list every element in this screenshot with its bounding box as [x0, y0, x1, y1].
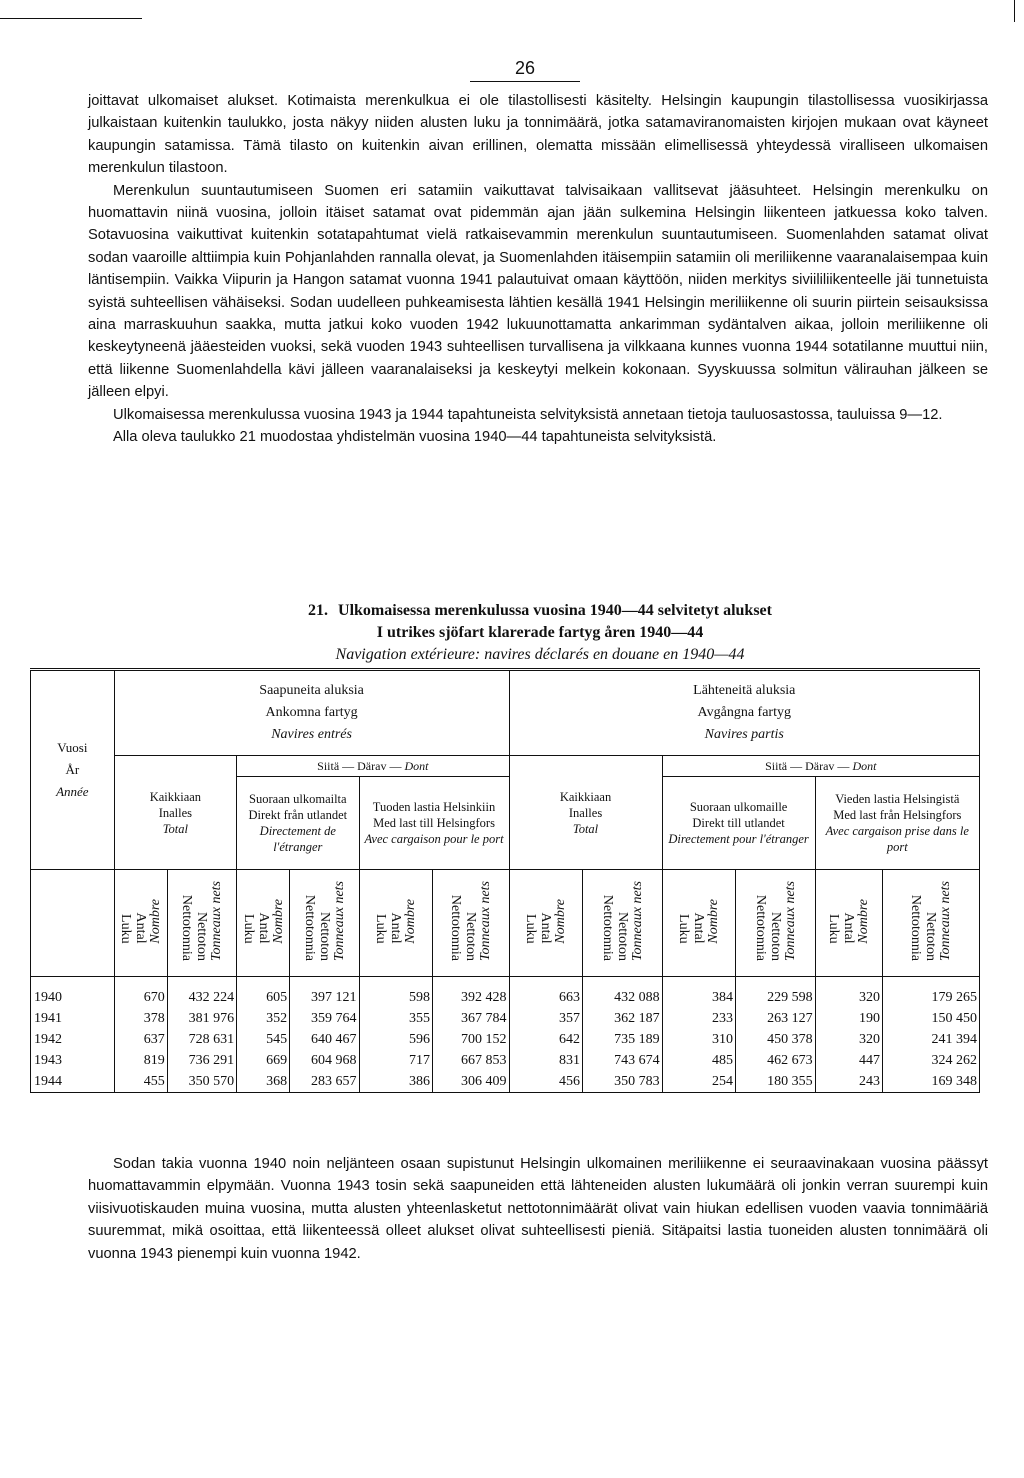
count-cell: 717 — [359, 1050, 432, 1071]
caption-swedish: I utrikes sjöfart klarerade fartyg åren 1940—44 — [376, 624, 704, 641]
dep-total-header: Kaikkiaan Inalles Total — [509, 756, 662, 870]
tons-column-header: Nettotonnia Nettoton Tonneaux nets — [432, 870, 509, 977]
count-cell: 368 — [237, 1071, 290, 1093]
table-row — [31, 1071, 980, 1093]
dep-of-which-header: Siitä — Därav — Dont — [662, 756, 979, 777]
count-cell: 669 — [237, 1050, 290, 1071]
page-edge-line — [1014, 0, 1015, 22]
paragraph: Alla oleva taulukko 21 muodostaa yhdistelmän vuosina 1940—44 tapahtuneista selvityksistä. — [112, 429, 717, 446]
paragraph: Sodan takia vuonna 1940 noin neljänteen osaan supistunut Helsingin ulkomainen meriliikenne ei seuraavinakaan vuosina päässyt huomattavammin elpymään. Vuonna 1943 tosin sekä saapuneiden että lähteneiden alusten lukumäärä oli jonkin verran suurempi kuin viisivuotiskauden muina vuosina, mutta alusten yhteenlasketut nettotonnimäärät olivat vain hiukan edellisen vuoden vaavia tonnimääriä suuremmat, mikä osoittaa, että liikenteessä olleet alukset olivat suhteellisesti pieniä. Sitäpaitsi lastia tuoneiden alusten tonnimäärä oli vuonna 1943 pienempi kuin vuonna 1942. — [88, 1156, 988, 1262]
paragraph: joittavat ulkomaiset alukset. Kotimaista merenkulkua ei ole tilastollisesti käsitelty. Helsingin kaupungin tilastollisessa vuosikirjassa julkaistaan kuitenkin taulukko, josta näkyy niiden alusten luku ja tonnimäärä, jotka satamaviranomaisten kirjojen mukaan ovat käyneet kaupungin satamissa. Tämä tilasto on kuitenkin aivan erillinen, olematta missään elimellisessä yhteydessä viralliseen ulkomaisen merenkulun tilastoon. — [88, 93, 988, 177]
tons-cell: 392 428 — [432, 977, 509, 1009]
year-label-cell — [31, 870, 115, 977]
arr-cargo-header: Tuoden lastia Helsinkiin Med last till Helsingfors Avec cargaison pour le port — [359, 777, 509, 870]
body-text-bottom — [88, 1153, 988, 1265]
tons-cell: 397 121 — [290, 977, 359, 1009]
table-row — [31, 1029, 980, 1050]
table-caption — [150, 600, 930, 666]
count-cell: 243 — [815, 1071, 882, 1093]
count-cell: 485 — [662, 1050, 735, 1071]
dep-direct-header: Suoraan ulkomaille Direkt till utlandet Directement pour l'étranger — [662, 777, 815, 870]
tons-cell: 743 674 — [582, 1050, 662, 1071]
count-cell: 663 — [509, 977, 582, 1009]
count-cell: 352 — [237, 1008, 290, 1029]
arrived-header: Saapuneita aluksia Ankomna fartyg Navires entrés — [114, 670, 509, 756]
tons-cell: 462 673 — [736, 1050, 816, 1071]
year-cell: 1942 — [31, 1029, 115, 1050]
tons-cell: 735 189 — [582, 1029, 662, 1050]
count-column-header: Luku Antal Nombre — [662, 870, 735, 977]
paragraph: Ulkomaisessa merenkulussa vuosina 1943 ja 1944 tapahtuneista selvityksistä annetaan tietoja tauluosastossa, tauluissa 9—12. — [112, 406, 943, 423]
tons-cell: 180 355 — [736, 1071, 816, 1093]
year-cell: 1941 — [31, 1008, 115, 1029]
caption-finnish: Ulkomaisessa merenkulussa vuosina 1940—44 selvitetyt alukset — [338, 602, 772, 619]
count-column-header: Luku Antal Nombre — [237, 870, 290, 977]
caption-french: Navigation extérieure: navires déclarés en douane en 1940—44 — [335, 646, 745, 663]
count-cell: 320 — [815, 1029, 882, 1050]
tons-cell: 432 088 — [582, 977, 662, 1009]
arr-total-header: Kaikkiaan Inalles Total — [114, 756, 236, 870]
tons-column-header: Nettotonnia Nettoton Tonneaux nets — [290, 870, 359, 977]
year-cell: 1940 — [31, 977, 115, 1009]
shipping-table — [30, 668, 980, 1093]
count-cell: 310 — [662, 1029, 735, 1050]
count-cell: 378 — [114, 1008, 167, 1029]
arr-of-which-header: Siitä — Därav — Dont — [237, 756, 509, 777]
tons-column-header: Nettotonnia Nettoton Tonneaux nets — [582, 870, 662, 977]
tons-cell: 241 394 — [882, 1029, 979, 1050]
table-number: 21. — [308, 602, 329, 619]
count-cell: 819 — [114, 1050, 167, 1071]
tons-cell: 700 152 — [432, 1029, 509, 1050]
count-column-header: Luku Antal Nombre — [114, 870, 167, 977]
count-cell: 355 — [359, 1008, 432, 1029]
arr-direct-header: Suoraan ulkomailta Direkt från utlandet Directement de l'étranger — [237, 777, 359, 870]
table-row — [31, 1008, 980, 1029]
count-cell: 190 — [815, 1008, 882, 1029]
tons-cell: 450 378 — [736, 1029, 816, 1050]
tons-cell: 150 450 — [882, 1008, 979, 1029]
count-cell: 384 — [662, 977, 735, 1009]
tons-cell: 381 976 — [167, 1008, 236, 1029]
count-cell: 455 — [114, 1071, 167, 1093]
count-cell: 545 — [237, 1029, 290, 1050]
page-number: 26 — [470, 58, 580, 82]
tons-cell: 604 968 — [290, 1050, 359, 1071]
tons-cell: 728 631 — [167, 1029, 236, 1050]
count-cell: 386 — [359, 1071, 432, 1093]
tons-cell: 179 265 — [882, 977, 979, 1009]
tons-column-header: Nettotonnia Nettoton Tonneaux nets — [736, 870, 816, 977]
count-cell: 596 — [359, 1029, 432, 1050]
count-cell: 320 — [815, 977, 882, 1009]
count-column-header: Luku Antal Nombre — [509, 870, 582, 977]
year-cell: 1943 — [31, 1050, 115, 1071]
count-cell: 254 — [662, 1071, 735, 1093]
tons-cell: 350 570 — [167, 1071, 236, 1093]
count-cell: 670 — [114, 977, 167, 1009]
year-header: Vuosi År Année — [31, 670, 115, 870]
tons-cell: 306 409 — [432, 1071, 509, 1093]
count-cell: 598 — [359, 977, 432, 1009]
count-cell: 605 — [237, 977, 290, 1009]
count-cell: 456 — [509, 1071, 582, 1093]
tons-cell: 263 127 — [736, 1008, 816, 1029]
tons-cell: 736 291 — [167, 1050, 236, 1071]
tons-column-header: Nettotonnia Nettoton Tonneaux nets — [882, 870, 979, 977]
year-cell: 1944 — [31, 1071, 115, 1093]
count-cell: 637 — [114, 1029, 167, 1050]
paragraph: Merenkulun suuntautumiseen Suomen eri satamiin vaikuttavat talvisaikaan vallitsevat jääsuhteet. Helsingin merenkulku on huomattavin niinä vuosina, jolloin itäiset satamat ovat pidemmän ajan jään sulkemina Helsingin liikenteen jatkuessa koko talven. Sotavuosina vaikuttivat kuitenkin sotatapahtumat vielä ratkaisevammin merenkulun suuntautumiseen. Suomenlahden satamat olivat sodan vaaroille alttiimpia kuin Pohjanlahden rannalla olevat, ja Suomenlahden itäisempiin satamiin oli meriliikenne vaaranalaisempaa kuin läntisempiin. Vaikka Viipurin ja Hangon satamat vuonna 1941 palautuivat omaan käyttöön, niiden merkitys siviililiikenteelle jäi tunnetuista syistä suhteellisen vähäiseksi. Sodan uudelleen puhkeamisesta lähtien kesällä 1941 Helsingin meriliikenne oli suurin piirtein seisauksissa aina marraskuuhun saakka, mutta jatkui koko vuoden 1942 lukuunottamatta ankarimman sydäntalven aikaa, jolloin meriliikenne oli keskeytyneenä jääesteiden vuoksi, sekä vuoden 1943 suhteellisen turvallisena ja vilkkaana kunnes vuonna 1944 sotatilanne muuttui niin, että liikenne Suomenlahdella kävi jälleen vaaranalaiseksi ja keskeytyi melkein kokonaan. Syyskuussa solmitun välirauhan jälkeen se jälleen elpyi. — [88, 182, 988, 401]
page-edge-line — [0, 18, 142, 19]
count-column-header: Luku Antal Nombre — [359, 870, 432, 977]
tons-cell: 667 853 — [432, 1050, 509, 1071]
tons-cell: 432 224 — [167, 977, 236, 1009]
tons-cell: 350 783 — [582, 1071, 662, 1093]
table-row — [31, 1050, 980, 1071]
count-cell: 831 — [509, 1050, 582, 1071]
tons-cell: 367 784 — [432, 1008, 509, 1029]
tons-cell: 324 262 — [882, 1050, 979, 1071]
tons-cell: 283 657 — [290, 1071, 359, 1093]
tons-cell: 359 764 — [290, 1008, 359, 1029]
count-column-header: Luku Antal Nombre — [815, 870, 882, 977]
count-cell: 447 — [815, 1050, 882, 1071]
count-cell: 233 — [662, 1008, 735, 1029]
tons-cell: 229 598 — [736, 977, 816, 1009]
body-text-top — [88, 90, 988, 449]
count-cell: 357 — [509, 1008, 582, 1029]
tons-cell: 362 187 — [582, 1008, 662, 1029]
dep-cargo-header: Vieden lastia Helsingistä Med last från Helsingfors Avec cargaison prise dans le port — [815, 777, 979, 870]
tons-cell: 640 467 — [290, 1029, 359, 1050]
tons-cell: 169 348 — [882, 1071, 979, 1093]
tons-column-header: Nettotonnia Nettoton Tonneaux nets — [167, 870, 236, 977]
count-cell: 642 — [509, 1029, 582, 1050]
table-row — [31, 977, 980, 1009]
departed-header: Lähteneitä aluksia Avgångna fartyg Navires partis — [509, 670, 979, 756]
